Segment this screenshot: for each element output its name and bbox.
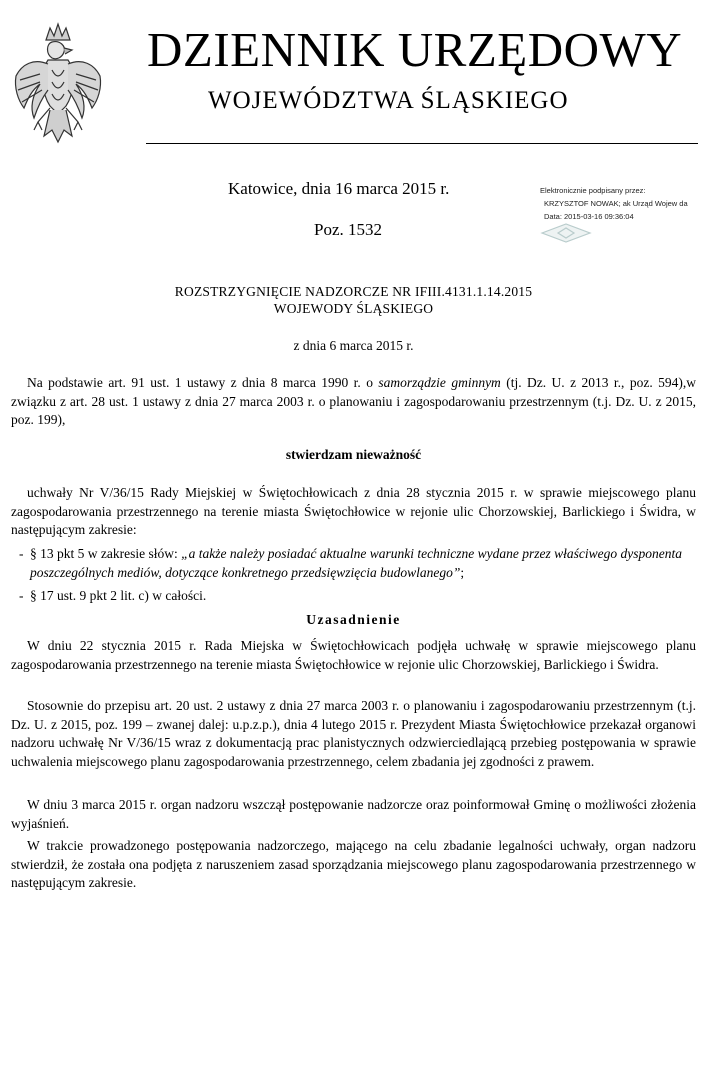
bullet-1-italic: „a także należy posiadać aktualne warunki techniczne wydane przez właściwego dysponenta poszczególnych mediów, dotyczące konkretnego przedsięwzięcia budowlanego” bbox=[30, 546, 683, 580]
gazette-title: DZIENNIK URZĘDOWY bbox=[147, 22, 683, 77]
legal-basis-italic: samorządzie gminnym bbox=[378, 375, 501, 390]
legal-basis-paragraph bbox=[11, 374, 696, 430]
paragraph-4-text: W trakcie prowadzonego postępowania nadzorczego, mającego na celu zbadanie legalności uchwały, organ nadzoru stwierdził, że została ona podjęta z naruszeniem zasad sporządzania miejscowego planu zagospodarowania przestrzennego w następującym zakresie. bbox=[11, 838, 696, 890]
act-title-line-1: ROZSTRZYGNIĘCIE NADZORCZE NR IFIII.4131.1.14.2015 bbox=[174, 284, 533, 299]
legal-basis-text-2: (tj. Dz. U. z 2013 r., poz. 594),w związku z art. 28 ust. 1 ustawy z dnia 27 marca 2003 r. o planowaniu i zagospodarowaniu przestrzennym (t.j. Dz. U. z 2015, poz. 199), bbox=[11, 375, 696, 427]
signature-seal-icon bbox=[540, 222, 592, 244]
signature-line-signed-by: Elektronicznie podpisany przez: bbox=[540, 186, 646, 195]
list-item: - § 13 pkt 5 w zakresie słów: „a także należy posiadać aktualne warunki techniczne wydane przez właściwego dysponenta poszczególnych mediów, dotyczące konkretnego przedsięwzięcia budowlanego”; bbox=[19, 546, 683, 580]
act-title-line-2: WOJEWODY ŚLĄSKIEGO bbox=[273, 301, 434, 316]
gazette-subtitle: WOJEWÓDZTWA ŚLĄSKIEGO bbox=[208, 87, 569, 114]
resolution-paragraph bbox=[11, 484, 696, 540]
legal-basis-text-1: Na podstawie art. 91 ust. 1 ustawy z dnia 8 marca 1990 r. o bbox=[27, 375, 379, 390]
resolution-text: uchwały Nr V/36/15 Rady Miejskiej w Świętochłowicach z dnia 28 stycznia 2015 r. w sprawie miejscowego planu zagospodarowania przestrzennego na terenie miasta Świętochłowice w rejonie ulic Chorzowskiej, Barlickiego i Świdra, w następującym zakresie: bbox=[11, 485, 696, 537]
justification-heading: Uzasadnienie bbox=[306, 612, 401, 627]
bullet-1-text: § 13 pkt 5 w zakresie słów: bbox=[30, 546, 182, 561]
position-number: Poz. 1532 bbox=[314, 220, 382, 239]
paragraph-1-text: W dniu 22 stycznia 2015 r. Rada Miejska w Świętochłowicach podjęła uchwałę w sprawie miejscowego planu zagospodarowania przestrzennego na terenie miasta Świętochłowice w rejonie ulic Chorzowskiej, Barlickiego i Świdra. bbox=[11, 638, 696, 672]
bullet-1-end: ; bbox=[460, 564, 465, 580]
signature-line-date: Data: 2015-03-16 09:36:04 bbox=[544, 212, 634, 221]
act-date: z dnia 6 marca 2015 r. bbox=[293, 338, 414, 353]
header-divider bbox=[146, 143, 698, 144]
paragraph-2 bbox=[11, 697, 696, 771]
declaration-heading: stwierdzam nieważność bbox=[285, 447, 422, 462]
place-date: Katowice, dnia 16 marca 2015 r. bbox=[228, 179, 450, 198]
paragraph-3 bbox=[11, 796, 696, 833]
polish-eagle-emblem-icon bbox=[10, 18, 106, 150]
signature-line-signer: KRZYSZTOF NOWAK; ak Urząd Wojew da bbox=[544, 199, 688, 208]
paragraph-3-text: W dniu 3 marca 2015 r. organ nadzoru wszczął postępowanie nadzorcze oraz poinformował Gminę o możliwości złożenia wyjaśnień. bbox=[11, 797, 696, 831]
bullet-2-text: § 17 ust. 9 pkt 2 lit. c) w całości. bbox=[30, 588, 207, 603]
paragraph-4 bbox=[11, 837, 696, 893]
paragraph-2-text: Stosownie do przepisu art. 20 ust. 2 ustawy z dnia 27 marca 2003 r. o planowaniu i zagospodarowaniu przestrzennym (t.j. Dz. U. z 2015, poz. 199 – zwanej dalej: u.p.z.p.), dnia 4 lutego 2015 r. Prezydent Miasta Świętochłowice przekazał organowi nadzoru uchwałę Nr V/36/15 wraz z dokumentacją prac planistycznych odzwierciedlającą przebieg postępowania w sprawie uchwalenia miejscowego planu zagospodarowania przestrzennego, celem zbadania jej zgodności z prawem. bbox=[11, 698, 696, 769]
list-item: - § 17 ust. 9 pkt 2 lit. c) w całości. bbox=[19, 587, 694, 606]
paragraph-1 bbox=[11, 637, 696, 674]
